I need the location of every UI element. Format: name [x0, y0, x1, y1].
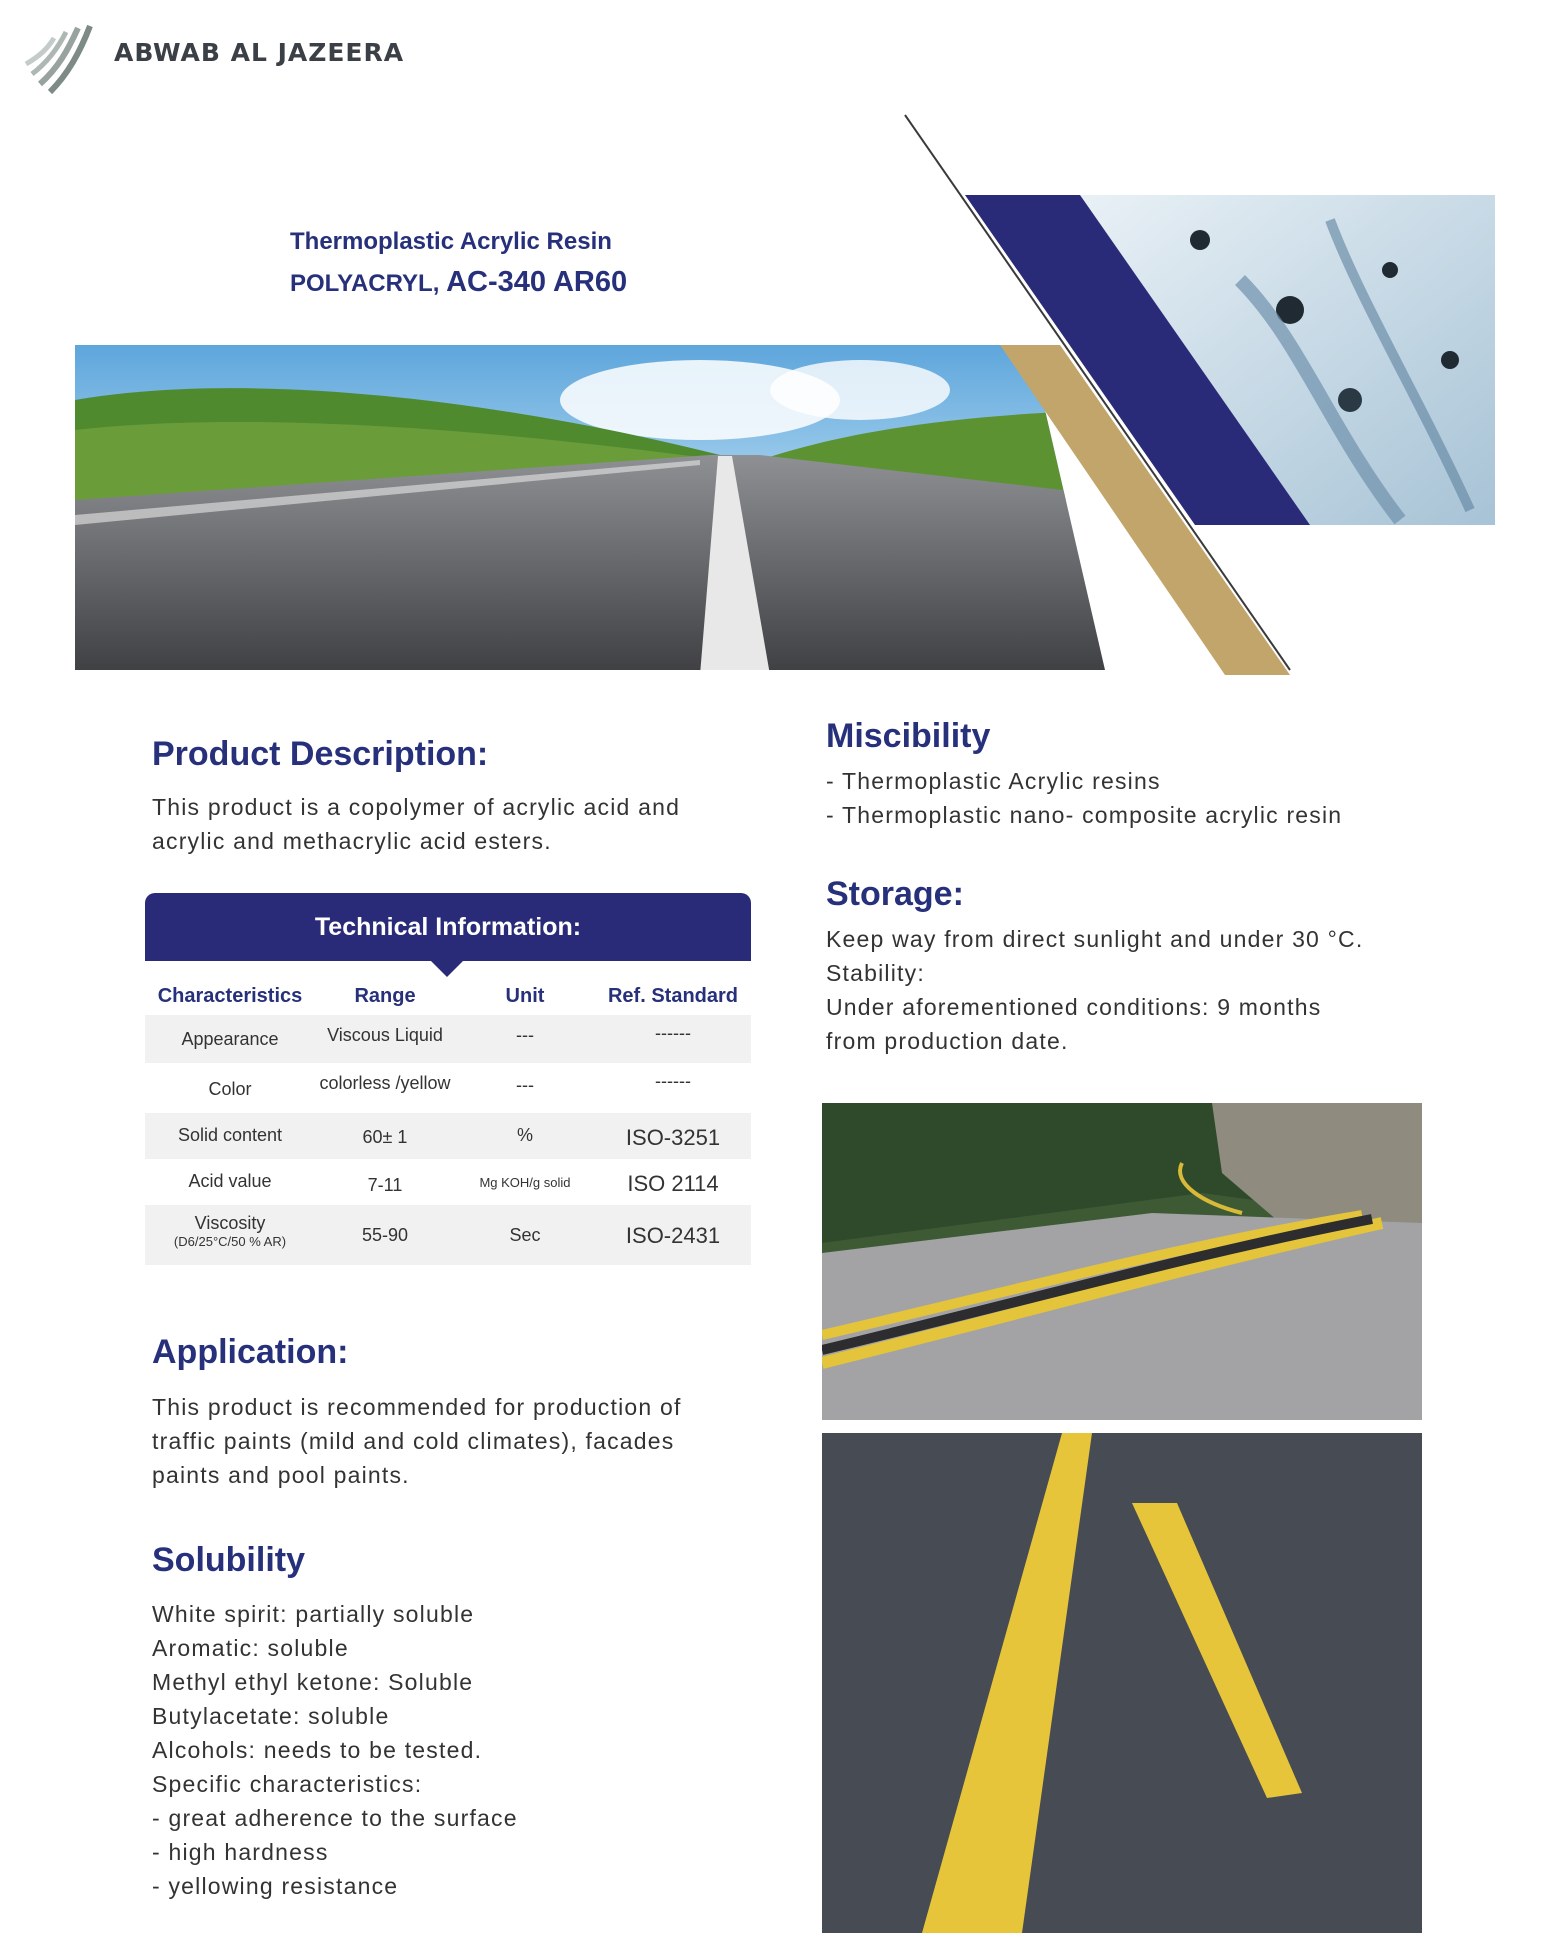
description-heading: Product Description:: [152, 735, 489, 773]
table-row: [145, 1205, 751, 1265]
solubility-line: - high hardness: [152, 1839, 329, 1865]
cell-characteristic-condition: (D6/25°C/50 % AR): [173, 1234, 287, 1249]
storage-heading: Storage:: [826, 875, 964, 913]
cell-standard: ISO 2114: [627, 1171, 719, 1196]
solubility-line: - yellowing resistance: [152, 1873, 399, 1899]
cell-characteristic: Color: [208, 1079, 252, 1099]
miscibility-item: - Thermoplastic nano- composite acrylic resin: [826, 802, 1343, 828]
application-text: [152, 1390, 772, 1492]
cell-range: colorless /yellow: [319, 1073, 451, 1093]
winding-road-photo: [822, 1103, 1422, 1420]
cell-characteristic: Acid value: [188, 1171, 272, 1191]
product-code: AC-340 AR60: [446, 266, 628, 298]
table-row: [145, 1113, 751, 1159]
col-ref-standard: Ref. Standard: [607, 985, 739, 1007]
table-row: [145, 1015, 751, 1063]
application-line: traffic paints (mild and cold climates), facades: [152, 1428, 675, 1454]
product-type: Thermoplastic Acrylic Resin: [290, 228, 612, 255]
solubility-heading: Solubility: [152, 1541, 305, 1579]
miscibility-list: [826, 764, 1466, 832]
cell-characteristic-name: Viscosity: [194, 1213, 266, 1233]
solubility-line: White spirit: partially soluble: [152, 1601, 475, 1627]
application-line: This product is recommended for production of: [152, 1394, 682, 1420]
product-code-line: [290, 266, 627, 299]
technical-info-title: Technical Information:: [145, 893, 751, 961]
col-range: Range: [354, 985, 416, 1007]
col-characteristics: Characteristics: [157, 985, 303, 1007]
cell-standard: ------: [655, 1071, 691, 1091]
storage-text: [826, 922, 1476, 1058]
cell-range: 60± 1: [362, 1127, 408, 1147]
miscibility-heading: Miscibility: [826, 717, 991, 755]
cell-characteristic: Appearance: [181, 1029, 279, 1049]
cell-characteristic: Solid content: [177, 1125, 283, 1145]
storage-line: Stability:: [826, 960, 925, 986]
miscibility-item: - Thermoplastic Acrylic resins: [826, 768, 1161, 794]
solubility-line: Butylacetate: soluble: [152, 1703, 390, 1729]
brand-logo-icon: [20, 22, 98, 94]
cell-range: Viscous Liquid: [327, 1025, 443, 1045]
solubility-line: Alcohols: needs to be tested.: [152, 1737, 483, 1763]
road-markings-photo: [822, 1433, 1422, 1933]
cell-characteristic: [145, 1213, 315, 1249]
cell-standard: ------: [655, 1023, 691, 1043]
solubility-line: Methyl ethyl ketone: Soluble: [152, 1669, 474, 1695]
application-heading: Application:: [152, 1333, 349, 1371]
header-notch: [429, 959, 465, 977]
cell-unit: Sec: [509, 1225, 541, 1245]
storage-line: from production date.: [826, 1028, 1069, 1054]
brand-name: ABWAB AL JAZEERA: [114, 38, 405, 67]
solubility-line: - great adherence to the surface: [152, 1805, 518, 1831]
product-title: [290, 228, 627, 299]
cell-standard: ISO-3251: [625, 1125, 721, 1150]
solubility-line: Aromatic: soluble: [152, 1635, 349, 1661]
storage-line: Keep way from direct sunlight and under 30 °C.: [826, 926, 1364, 952]
solubility-line: Specific characteristics:: [152, 1771, 423, 1797]
technical-info-table: [145, 893, 751, 1269]
description-text: This product is a copolymer of acrylic acid and acrylic and methacrylic acid esters.: [152, 794, 681, 854]
cell-unit: %: [516, 1125, 533, 1145]
storage-line: Under aforementioned conditions: 9 months: [826, 994, 1322, 1020]
table-row: [145, 1159, 751, 1205]
cell-unit: ---: [516, 1025, 534, 1045]
cell-unit: ---: [516, 1075, 534, 1095]
cell-unit: Mg KOH/g solid: [479, 1175, 571, 1190]
table-row: [145, 1063, 751, 1113]
product-family: POLYACRYL,: [290, 270, 440, 297]
cell-range: 55-90: [361, 1225, 409, 1245]
col-unit: Unit: [505, 985, 545, 1007]
solubility-text: [152, 1597, 752, 1903]
cell-standard: ISO-2431: [625, 1223, 721, 1248]
hero-banner-image: [0, 100, 1548, 700]
cell-range: 7-11: [367, 1175, 403, 1195]
application-line: paints and pool paints.: [152, 1462, 410, 1488]
